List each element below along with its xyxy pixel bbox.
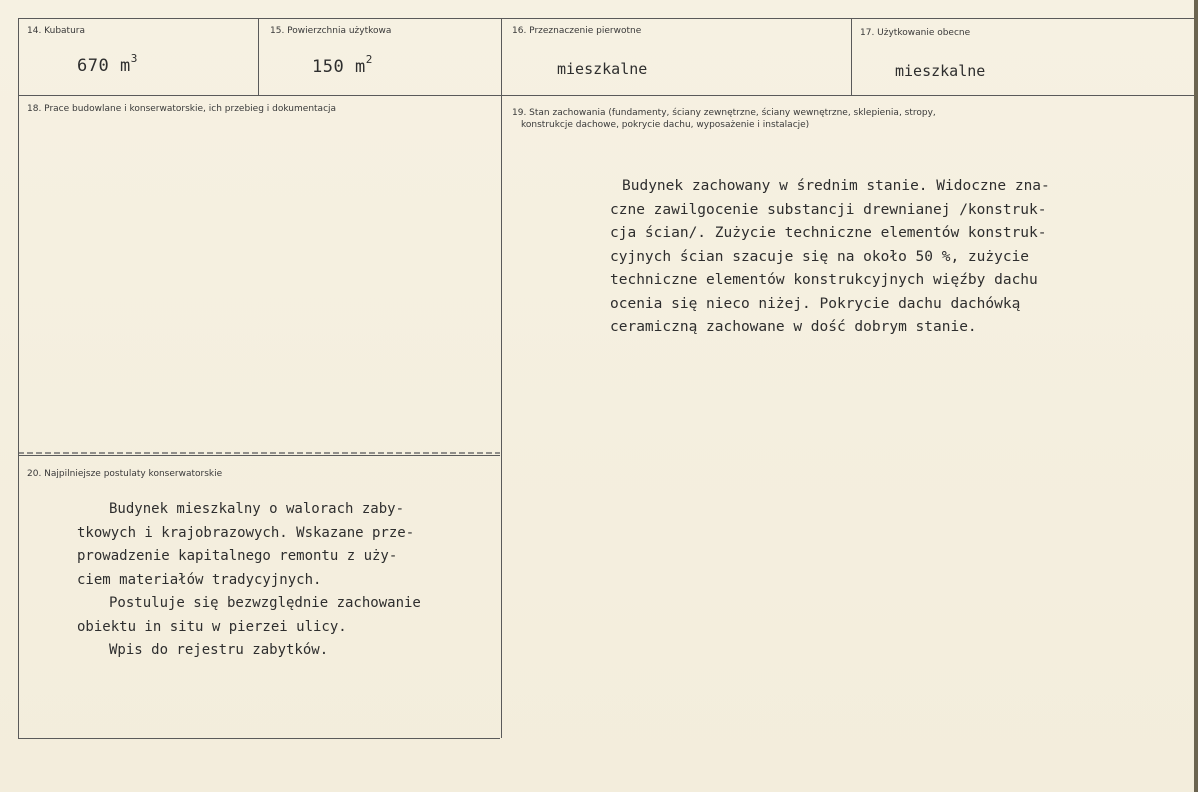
field-15-exponent: 2 — [365, 53, 373, 66]
field-14-exponent: 3 — [130, 52, 138, 65]
section-divider-solid — [18, 455, 500, 456]
row-divider — [18, 95, 1194, 96]
field-19-text — [610, 175, 1050, 340]
field-20-label: 20. Najpilniejsze postulaty konserwatorskie — [27, 469, 223, 479]
field-17-label: 17. Użytkowanie obecne — [860, 28, 971, 38]
field-18-label: 18. Prace budowlane i konserwatorskie, ich przebieg i dokumentacja — [27, 104, 337, 114]
field-19-label-line2: konstrukcje dachowe, pokrycie dachu, wyposażenie i instalacje) — [521, 120, 810, 130]
field-16-label: 16. Przeznaczenie pierwotne — [512, 26, 642, 36]
text-line: Postuluje się bezwzględnie zachowanie — [109, 595, 421, 611]
field-15-value — [312, 53, 373, 77]
field-15-number: 150 — [312, 57, 345, 77]
col-divider-1 — [258, 18, 259, 95]
text-line: techniczne elementów konstrukcyjnych więźby dachu — [610, 272, 1038, 288]
col-divider-3 — [851, 18, 852, 95]
text-line: cyjnych ścian szacuje się na około 50 %, zużycie — [610, 248, 1030, 265]
field-14-number: 670 — [77, 56, 110, 76]
text-line: Wpis do rejestru zabytków. — [109, 642, 329, 658]
text-line: Budynek zachowany w średnim stanie. Widoczne zna- — [622, 178, 1050, 194]
field-16-value: mieszkalne — [557, 60, 648, 78]
text-line: cja ścian/. Zużycie techniczne elementów konstruk- — [610, 225, 1047, 241]
bottom-border — [18, 738, 500, 739]
top-border — [18, 18, 1194, 19]
field-20-text — [77, 498, 421, 663]
field-15-unit: m — [354, 57, 366, 77]
section-divider — [18, 452, 500, 454]
text-line: ciem materiałów tradycyjnych. — [77, 571, 322, 588]
col-divider-main — [501, 18, 502, 738]
field-15-label: 15. Powierzchnia użytkowa — [270, 26, 392, 36]
field-17-value: mieszkalne — [895, 62, 986, 80]
left-border — [18, 18, 19, 738]
text-line: Budynek mieszkalny o walorach zaby- — [109, 501, 405, 517]
field-14-unit: m — [119, 56, 131, 76]
text-line: czne zawilgocenie substancji drewnianej /konstruk- — [610, 201, 1047, 218]
text-line: tkowych i krajobrazowych. Wskazane prze- — [77, 524, 415, 541]
field-19-label-line1: 19. Stan zachowania (fundamenty, ściany zewnętrzne, ściany wewnętrzne, sklepienia, stropy, — [512, 108, 936, 118]
text-line: obiektu in situ w pierzei ulicy. — [77, 618, 347, 635]
text-line: ocenia się nieco niżej. Pokrycie dachu dachówką — [610, 295, 1021, 312]
field-14-label: 14. Kubatura — [27, 26, 86, 36]
text-line: prowadzenie kapitalnego remontu z uży- — [77, 548, 398, 564]
card-edge — [1194, 0, 1198, 792]
text-line: ceramiczną zachowane w dość dobrym stanie. — [610, 319, 977, 335]
field-14-value — [77, 52, 138, 76]
